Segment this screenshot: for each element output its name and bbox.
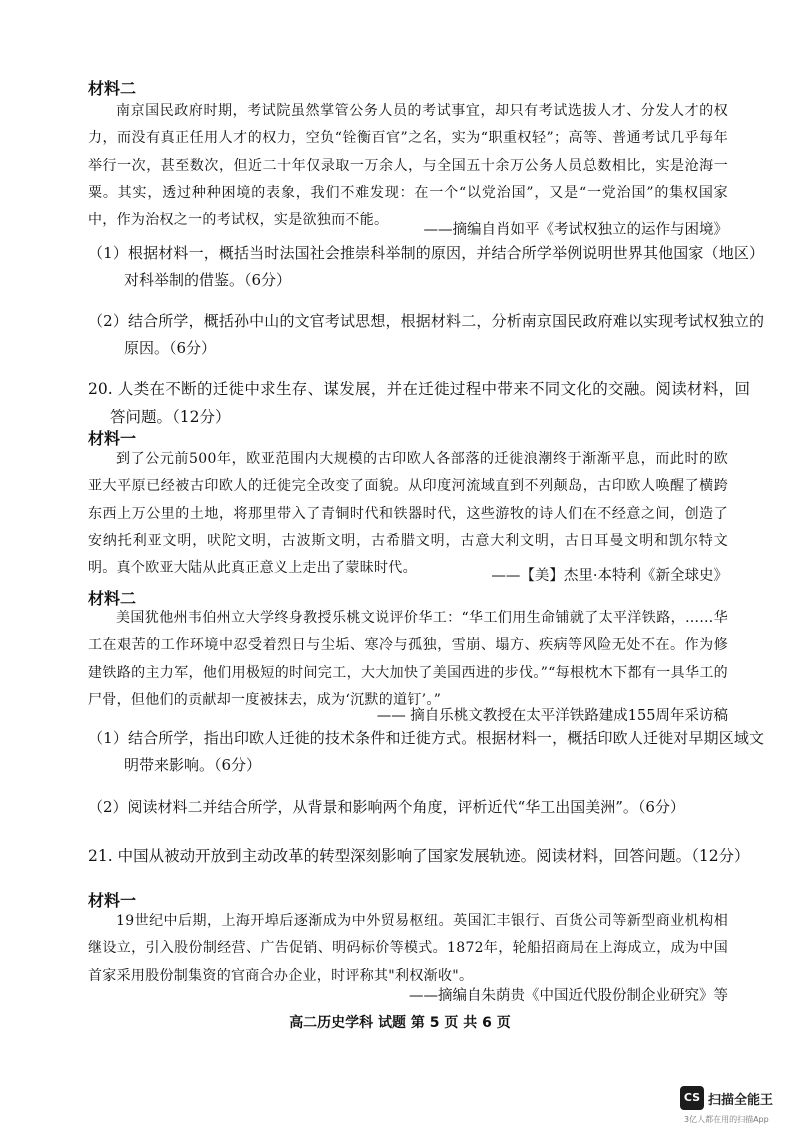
- q20-material-1-text: 到了公元前500年，欧亚范围内大规模的古印欧人各部落的迁徙浪潮终于渐渐平息，而此时的欧亚大平原已经被古印欧人的迁徙完全改变了面貌。从印度河流域直到不列颠岛，古印欧人唤醒了横跨东西上万公里的土地，将那里带入了青铜时代和铁器时代，这些游牧的诗人们在不经意之间，创造了安纳托利亚文明，吠陀文明，古波斯文明，古希腊文明，古意大利文明，古日耳曼文明和凯尔特文明。真个欧亚大陆从此真正意义上走出了蒙昧时代。: [88, 451, 728, 577]
- page-footer: 高二历史学科 试题 第 5 页 共 6 页: [289, 1015, 511, 1031]
- q20-material-2-heading: 材料二: [88, 589, 137, 608]
- q20-sub2: （2）阅读材料二并结合所学，从背景和影响两个角度，评析近代“华工出国美洲”。（6分）: [88, 798, 685, 816]
- material-2-text: 南京国民政府时期，考试院虽然掌管公务人员的考试事宜，却只有考试选拔人才、分发人才的权力，而没有真正任用人才的权力，空负“铨衡百官”之名，实为“职重权轻”；高等、普通考试几乎每年举行一次，甚至数次，但近二十年仅录取一万余人，与全国五十余万公务人员总数相比，实是沧海一粟。其实，透过种种困境的表象，我们不难发现：在一个“以党治国”，又是“一党治国”的集权国家中，作为治权之一的考试权，实是欲独而不能。: [88, 103, 728, 229]
- q19-sub1: （1）根据材料一，概括当时法国社会推崇科举制的原因，并结合所学举例说明世界其他国家（地区）对科举制的借鉴。（6分）: [88, 244, 764, 289]
- material-2-heading: 材料二: [88, 79, 137, 98]
- camscanner-logo-icon: CS: [680, 1086, 704, 1110]
- q20-sub1: （1）结合所学，指出印欧人迁徙的技术条件和迁徙方式。根据材料一，概括印欧人迁徙对早期区域文明带来影响。（6分）: [88, 729, 764, 774]
- q21-material-1-text: 19世纪中后期，上海开埠后逐渐成为中外贸易枢纽。英国汇丰银行、百货公司等新型商业机构相继设立，引入股份制经营、广告促销、明码标价等模式。1872年，轮船招商局在上海成立，成为中国首家采用股份制集资的官商合办企业，时评称其"利权渐收"。: [88, 913, 728, 984]
- q21-material-1-source: ——摘编自朱荫贵《中国近代股份制企业研究》等: [409, 988, 728, 1004]
- q19-sub2: （2）结合所学，概括孙中山的文官考试思想，根据材料二，分析南京国民政府难以实现考试权独立的原因。（6分）: [88, 312, 764, 357]
- watermark-app-name: 扫描全能王: [708, 1093, 774, 1108]
- q20-material-2-source: —— 摘自乐桃文教授在太平洋铁路建成155周年采访稿: [376, 708, 728, 724]
- q20-material-1-heading: 材料一: [88, 429, 137, 448]
- watermark-tagline: 3亿人都在用的扫描App: [684, 1115, 769, 1124]
- material-2-source: ——摘编自肖如平《考试权独立的运作与困境》: [423, 222, 728, 238]
- q21-stem: 21. 中国从被动开放到主动改革的转型深刻影响了国家发展轨迹。阅读材料，回答问题。（12分）: [88, 847, 750, 865]
- q20-material-2-text: 美国犹他州韦伯州立大学终身教授乐桃文说评价华工：“华工们用生命铺就了太平洋铁路，……华工在艰苦的工作环境中忍受着烈日与尘垢、寒冷与孤独，雪崩、塌方、疾病等风险无处不在。作为修建铁路的主力军，他们用极短的时间完工，大大加快了美国西进的步伐。”“每根枕木下都有一具华工的尸骨，但他们的贡献却一度被抹去，成为‘沉默的道钉’。”: [88, 610, 728, 708]
- q21-material-1-heading: 材料一: [88, 891, 137, 910]
- q20-stem: 20. 人类在不断的迁徙中求生存、谋发展，并在迁徙过程中带来不同文化的交融。阅读材料，回答问题。（12分）: [88, 380, 750, 426]
- scanner-watermark: [680, 1086, 792, 1126]
- q20-material-1-source: ——【美】杰里·本特利《新全球史》: [491, 568, 728, 584]
